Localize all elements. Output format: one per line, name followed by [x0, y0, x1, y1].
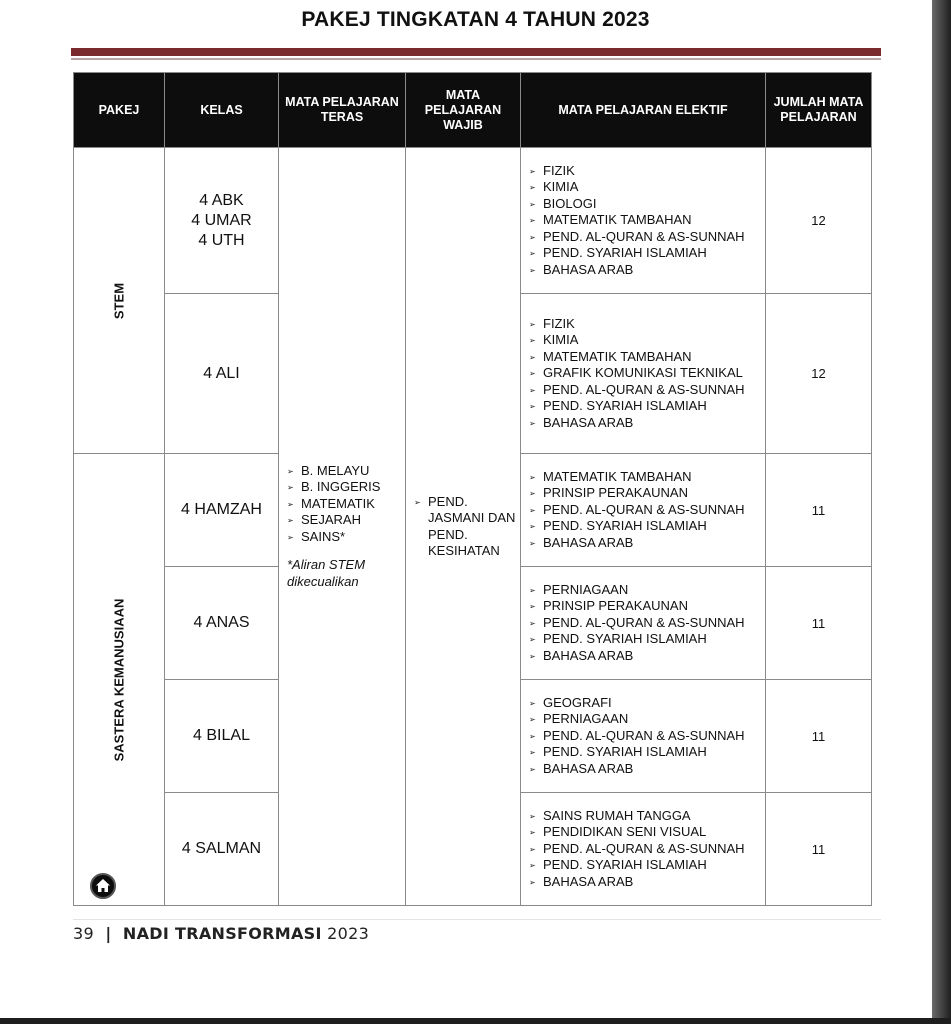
kelas-cell	[165, 454, 279, 567]
list-item: ➢ PEND. AL-QURAN & AS-SUNNAH	[529, 728, 761, 744]
wajib-list	[406, 494, 520, 560]
elektif-cell	[521, 793, 766, 906]
page-footer	[73, 924, 369, 943]
page-number: 39	[73, 924, 94, 943]
list-item: ➢ PERNIAGAAN	[529, 582, 761, 598]
pakej-label-sastera: SASTERA KEMANUSIAAN	[111, 598, 127, 761]
list-item: ➢ B. INGGERIS	[287, 479, 401, 495]
kelas-name: 4 ALI	[203, 364, 240, 382]
kelas-name: 4 UTH	[198, 231, 245, 249]
pakej-label-stem: STEM	[111, 282, 127, 319]
list-item: ➢ SEJARAH	[287, 512, 401, 528]
header-kelas: KELAS	[165, 73, 279, 148]
list-item: ➢ PEND. SYARIAH ISLAMIAH	[529, 857, 761, 873]
list-item: ➢ PERNIAGAAN	[529, 711, 761, 727]
list-item: ➢ MATEMATIK TAMBAHAN	[529, 349, 761, 365]
list-item: ➢ KIMIA	[529, 332, 761, 348]
list-item: ➢ PRINSIP PERAKAUNAN	[529, 485, 761, 501]
teras-note: *Aliran STEM dikecualikan	[287, 557, 366, 589]
elektif-list	[521, 163, 765, 278]
header-elektif: MATA PELAJARAN ELEKTIF	[521, 73, 766, 148]
elektif-cell	[521, 680, 766, 793]
viewer-edge-bottom	[0, 1018, 951, 1024]
package-table	[73, 72, 872, 906]
list-item: ➢ PEND. AL-QURAN & AS-SUNNAH	[529, 502, 761, 518]
teras-cell	[279, 148, 406, 906]
title-divider	[71, 48, 881, 56]
kelas-name: 4 UMAR	[191, 211, 252, 229]
elektif-list	[521, 695, 765, 777]
elektif-list	[521, 808, 765, 890]
list-item: ➢ BAHASA ARAB	[529, 874, 761, 890]
list-item: ➢ GEOGRAFI	[529, 695, 761, 711]
list-item: ➢ PEND. SYARIAH ISLAMIAH	[529, 398, 761, 414]
list-item: ➢ BAHASA ARAB	[529, 648, 761, 664]
table-header-row	[74, 73, 872, 148]
kelas-name: 4 ANAS	[193, 614, 250, 631]
jumlah-cell: 11	[766, 454, 872, 567]
kelas-name: 4 HAMZAH	[181, 501, 262, 518]
list-item: ➢ PEND. SYARIAH ISLAMIAH	[529, 744, 761, 760]
list-item: ➢ MATEMATIK TAMBAHAN	[529, 212, 761, 228]
list-item: ➢ BAHASA ARAB	[529, 535, 761, 551]
list-item: ➢ SAINS*	[287, 529, 401, 545]
footer-brand: NADI TRANSFORMASI	[122, 924, 322, 943]
list-item: ➢ SAINS RUMAH TANGGA	[529, 808, 761, 824]
list-item: ➢ BAHASA ARAB	[529, 262, 761, 278]
footer-divider	[73, 919, 881, 920]
footer-year: 2023	[327, 924, 370, 943]
kelas-cell	[165, 148, 279, 294]
list-item: ➢ KIMIA	[529, 179, 761, 195]
list-item: ➢ GRAFIK KOMUNIKASI TEKNIKAL	[529, 365, 761, 381]
header-teras: MATA PELAJARAN TERAS	[279, 73, 406, 148]
list-item: ➢ PEND. AL-QURAN & AS-SUNNAH	[529, 229, 761, 245]
page-title: PAKEJ TINGKATAN 4 TAHUN 2023	[301, 8, 650, 31]
title-divider-shadow	[71, 58, 881, 60]
elektif-cell	[521, 294, 766, 454]
list-item: ➢ FIZIK	[529, 316, 761, 332]
kelas-cell	[165, 567, 279, 680]
jumlah-cell: 12	[766, 294, 872, 454]
list-item: ➢ PENDIDIKAN SENI VISUAL	[529, 824, 761, 840]
kelas-name: 4 ABK	[199, 191, 244, 209]
list-item: ➢ FIZIK	[529, 163, 761, 179]
wajib-cell	[406, 148, 521, 906]
elektif-list	[521, 582, 765, 664]
table-row	[74, 148, 872, 294]
elektif-cell	[521, 148, 766, 294]
header-pakej: PAKEJ	[74, 73, 165, 148]
list-item: ➢ PEND. JASMANI DAN PEND. KESIHATAN	[414, 494, 516, 560]
list-item: ➢ PEND. AL-QURAN & AS-SUNNAH	[529, 841, 761, 857]
kelas-cell	[165, 680, 279, 793]
elektif-cell	[521, 567, 766, 680]
header-wajib: MATA PELAJARAN WAJIB	[406, 73, 521, 148]
kelas-name: 4 BILAL	[193, 727, 250, 744]
list-item: ➢ BIOLOGI	[529, 196, 761, 212]
list-item: ➢ PEND. AL-QURAN & AS-SUNNAH	[529, 615, 761, 631]
list-item: ➢ BAHASA ARAB	[529, 761, 761, 777]
pakej-cell-stem	[74, 148, 165, 454]
kelas-name: 4 SALMAN	[181, 840, 262, 857]
footer-separator: |	[105, 924, 112, 943]
home-icon[interactable]	[90, 873, 116, 899]
elektif-list	[521, 469, 765, 551]
list-item: ➢ PRINSIP PERAKAUNAN	[529, 598, 761, 614]
teras-list	[279, 463, 405, 545]
list-item: ➢ PEND. SYARIAH ISLAMIAH	[529, 518, 761, 534]
elektif-list	[521, 316, 765, 431]
list-item: ➢ PEND. SYARIAH ISLAMIAH	[529, 245, 761, 261]
list-item: ➢ BAHASA ARAB	[529, 415, 761, 431]
jumlah-cell: 11	[766, 567, 872, 680]
list-item: ➢ PEND. AL-QURAN & AS-SUNNAH	[529, 382, 761, 398]
list-item: ➢ MATEMATIK TAMBAHAN	[529, 469, 761, 485]
kelas-cell	[165, 294, 279, 454]
list-item: ➢ B. MELAYU	[287, 463, 401, 479]
kelas-cell	[165, 793, 279, 906]
viewer-edge-right	[932, 0, 951, 1024]
list-item: ➢ PEND. SYARIAH ISLAMIAH	[529, 631, 761, 647]
jumlah-cell: 11	[766, 793, 872, 906]
jumlah-cell: 12	[766, 148, 872, 294]
header-jumlah: JUMLAH MATA PELAJARAN	[766, 73, 872, 148]
elektif-cell	[521, 454, 766, 567]
jumlah-cell: 11	[766, 680, 872, 793]
list-item: ➢ MATEMATIK	[287, 496, 401, 512]
pakej-cell-sastera	[74, 454, 165, 906]
